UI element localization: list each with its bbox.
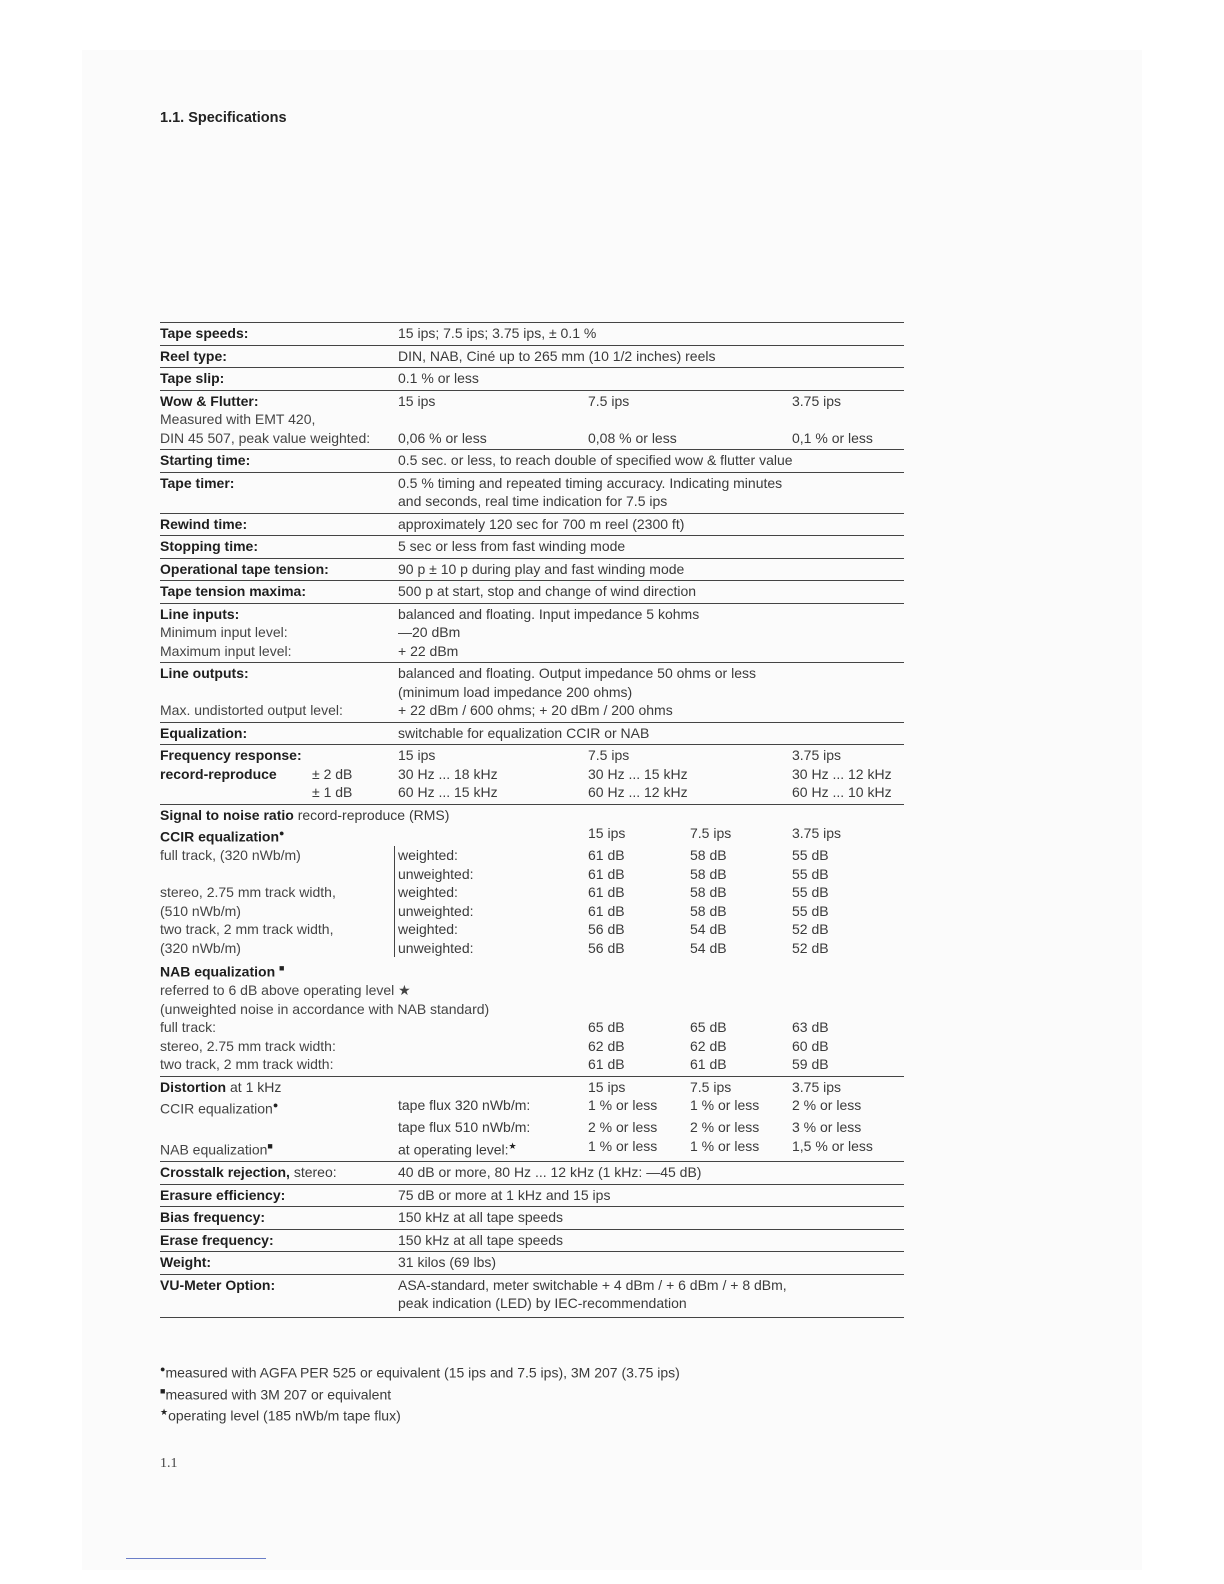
page-heading: 1.1. Specifications — [160, 110, 287, 126]
row-reel-type: Reel type: DIN, NAB, Ciné up to 265 mm (10 1/2 inches) reels — [160, 345, 904, 368]
footnote-3: ★operating level (185 nWb/m tape flux) — [160, 1407, 401, 1424]
bottom-link-underline — [126, 1558, 266, 1559]
row-line-outputs: Line outputs: balanced and floating. Output impedance 50 ohms or less (minimum load impedance 200 ohms) Max. undistorted output level: + 22 dBm / 600 ohms; + 20 dBm / 200 ohms — [160, 662, 904, 722]
row-vu-meter: VU-Meter Option: ASA-standard, meter switchable + 4 dBm / + 6 dBm / + 8 dBm, peak indication (LED) by IEC-recommendation — [160, 1274, 904, 1318]
footnotes — [160, 1360, 680, 1425]
row-crosstalk: Crosstalk rejection, stereo: 40 dB or more, 80 Hz ... 12 kHz (1 kHz: —45 dB) — [160, 1161, 904, 1184]
spec-table — [160, 322, 904, 1318]
row-tape-slip: Tape slip: 0.1 % or less — [160, 367, 904, 390]
row-weight: Weight: 31 kilos (69 lbs) — [160, 1251, 904, 1274]
row-wow-flutter: Wow & Flutter: 15 ips 7.5 ips 3.75 ips Measured with EMT 420, DIN 45 507, peak value weighted: 0,06 % or less 0,08 % or less 0,1 % or less — [160, 390, 904, 450]
footnote-1: ●measured with AGFA PER 525 or equivalent (15 ips and 7.5 ips), 3M 207 (3.75 ips) — [160, 1364, 680, 1381]
row-tape-speeds: Tape speeds: 15 ips; 7.5 ips; 3.75 ips, ± 0.1 % — [160, 322, 904, 345]
row-frequency-response: Frequency response: 15 ips 7.5 ips 3.75 ips record-reproduce ± 2 dB 30 Hz ... 18 kHz 30 Hz ... 15 kHz 30 Hz ... 12 kHz ± 1 dB 60 Hz ... 15 kHz 60 Hz ... 12 kHz 60 Hz ... 10 kHz — [160, 744, 904, 804]
page-number: 1.1 — [160, 1456, 178, 1471]
row-bias-frequency: Bias frequency: 150 kHz at all tape speeds — [160, 1206, 904, 1229]
footnote-2: ■measured with 3M 207 or equivalent — [160, 1385, 392, 1403]
row-tape-timer: Tape timer: 0.5 % timing and repeated timing accuracy. Indicating minutes and seconds, real time indication for 7.5 ips — [160, 472, 904, 513]
row-operational-tension: Operational tape tension: 90 p ± 10 p during play and fast winding mode — [160, 558, 904, 581]
row-equalization: Equalization: switchable for equalization CCIR or NAB — [160, 722, 904, 745]
row-erasure: Erasure efficiency: 75 dB or more at 1 kHz and 15 ips — [160, 1184, 904, 1207]
row-stopping-time: Stopping time: 5 sec or less from fast winding mode — [160, 535, 904, 558]
row-tension-maxima: Tape tension maxima: 500 p at start, stop and change of wind direction — [160, 580, 904, 603]
row-rewind-time: Rewind time: approximately 120 sec for 700 m reel (2300 ft) — [160, 513, 904, 536]
row-erase-frequency: Erase frequency: 150 kHz at all tape speeds — [160, 1229, 904, 1252]
row-distortion: Distortion at 1 kHz 15 ips 7.5 ips 3.75 ips CCIR equalization● tape flux 320 nWb/m: 1 % or less 1 % or less 2 % or less tape flux 510 nWb/m: 2 % or less 2 % or less 3 % or less NAB equalization■ at operating level:★ 1 % or less 1 % or less 1,5 % or less — [160, 1076, 904, 1161]
row-starting-time: Starting time: 0.5 sec. or less, to reach double of specified wow & flutter value — [160, 449, 904, 472]
row-signal-noise: Signal to noise ratio record-reproduce (RMS) CCIR equalization● 15 ips 7.5 ips 3.75 ips full track, (320 nWb/m) weighted: 61 dB 58 dB 55 dB unweighted: 61 dB 58 dB 55 dB stereo, 2.75 mm track width, weighted: 61 dB 58 dB 55 dB (510 nWb/m) unweighted: 61 dB 58 dB 55 dB two track, 2 mm track width, weighted: 56 dB 54 dB 52 dB (320 nWb/m) unweighted: 56 dB 54 dB 52 dB NAB equalization ■ referred to 6 dB above operating level ★ (unweighted noise in accordance with NAB standard) full track: 65 dB 65 dB 63 dB stereo, 2.75 mm track width: 62 dB 62 dB 60 dB two track, 2 mm track width: 61 dB 61 dB 59 dB — [160, 804, 904, 1076]
row-line-inputs: Line inputs: balanced and floating. Input impedance 5 kohms Minimum input level: —20 dBm Maximum input level: + 22 dBm — [160, 603, 904, 663]
